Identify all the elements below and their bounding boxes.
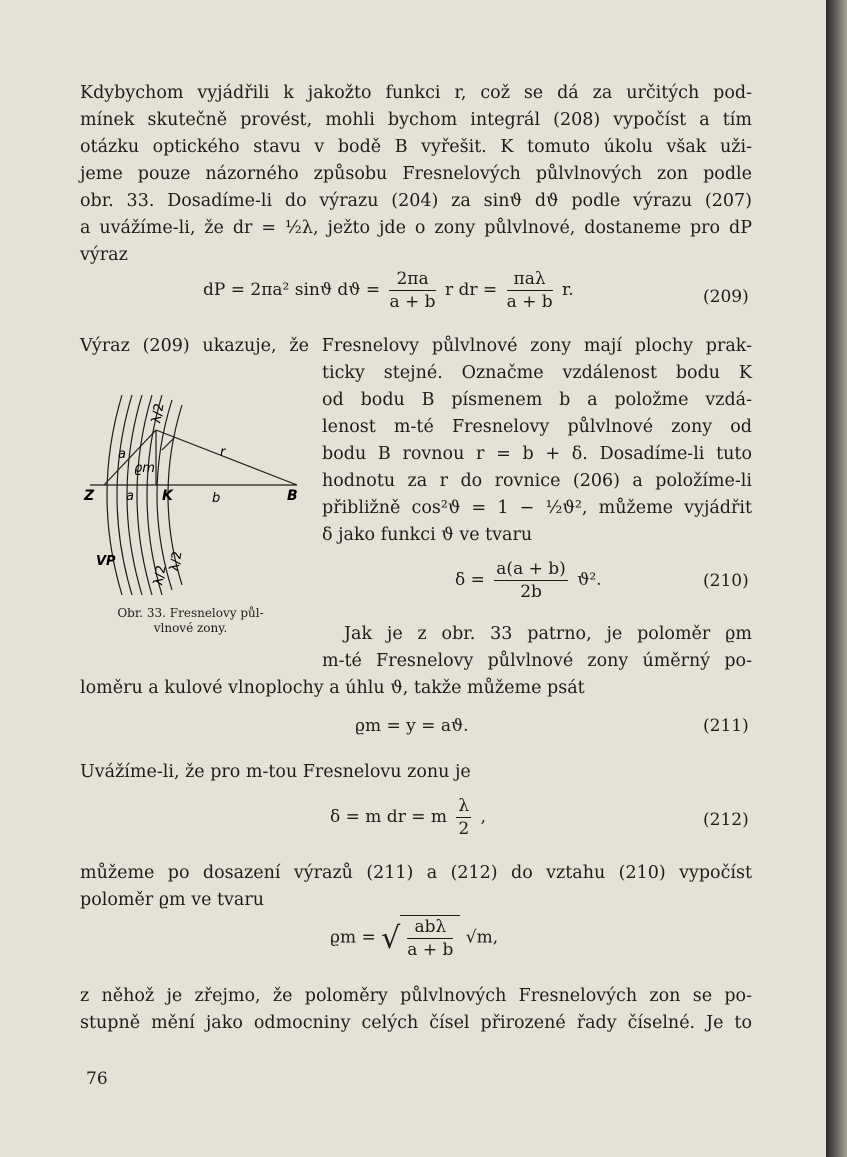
text-line: hodnotu za r do rovnice (206) a položíme-li <box>322 471 752 491</box>
eq212-rhs: , <box>480 807 486 827</box>
paragraph-2-side <box>322 360 752 549</box>
eq209-mid: r dr = <box>444 280 498 300</box>
equation-209 <box>203 268 574 313</box>
text-line: lenost m-té Fresnelovy půlvlnové zony od <box>322 417 752 437</box>
text-line: m-té Fresnelovy půlvlnové zony úměrný po- <box>322 651 752 671</box>
label-lambda-left: λ/2 <box>151 564 170 587</box>
caption-line: Obr. 33. Fresnelovy půl- <box>117 606 264 620</box>
page-edge-shadow <box>826 0 847 1157</box>
text-line: můžeme po dosazení výrazů (211) a (212) do vztahu (210) vypočíst <box>80 863 752 883</box>
text-line: Kdybychom vyjádřili k jakožto funkci r, což se dá za určitých pod- <box>80 83 752 103</box>
sqrt-sign <box>381 915 460 961</box>
text-line: mínek skutečně provést, mohli bychom integrál (208) vypočíst a tím <box>80 110 752 130</box>
radicand <box>400 915 460 961</box>
equation-number-209: (209) <box>703 287 749 307</box>
eq209-frac1-den: a + b <box>389 292 436 312</box>
label-b: b <box>212 491 221 506</box>
eq-rho-den: a + b <box>407 940 454 960</box>
caption-line: vlnové zony. <box>153 621 228 635</box>
paragraph-2-first-line <box>80 333 752 360</box>
eq212-num: λ <box>458 796 470 816</box>
eq211-text: ϱm = y = aϑ. <box>355 716 469 736</box>
eq210-den: 2b <box>520 582 542 602</box>
paragraph-1 <box>80 80 752 269</box>
text-line: loměru a kulové vlnoplochy a úhlu ϑ, takže můžeme psát <box>80 678 585 698</box>
eq209-rhs: r. <box>562 280 574 300</box>
paragraph-4 <box>80 759 752 786</box>
eq-rho-rhs: √m, <box>465 927 499 948</box>
eq212-den: 2 <box>458 819 470 839</box>
eq-rho-lhs: ϱm = <box>330 927 376 948</box>
eq212-fraction <box>456 795 471 840</box>
equation-number-211: (211) <box>703 716 749 736</box>
label-rho-m: ϱm <box>134 461 155 476</box>
label-B: B <box>287 488 298 504</box>
paragraph-6 <box>80 983 752 1037</box>
eq210-fraction <box>494 558 567 603</box>
page-number: 76 <box>86 1069 108 1089</box>
text-line: ticky stejné. Označme vzdálenost bodu K <box>322 363 752 383</box>
label-K: K <box>162 488 173 504</box>
equation-210 <box>455 558 602 603</box>
eq-rho-fraction <box>407 916 453 961</box>
text-line: obr. 33. Dosadíme-li do výrazu (204) za sinϑ dϑ podle výrazu (207) <box>80 191 752 211</box>
text-line: bodu B rovnou r = b + δ. Dosadíme-li tuto <box>322 444 752 464</box>
label-VP: VP <box>96 554 116 569</box>
ray-line <box>156 430 297 485</box>
fresnel-zones-figure <box>82 390 312 600</box>
eq209-fraction-2 <box>507 268 553 313</box>
eq209-lhs: dP = 2πa² sinϑ dϑ = <box>203 280 381 300</box>
label-r: r <box>220 445 226 460</box>
paragraph-3-side <box>344 621 752 648</box>
text-line: poloměr ϱm ve tvaru <box>80 890 264 910</box>
eq209-fraction-1 <box>389 268 435 313</box>
label-a: a <box>118 447 126 462</box>
text-line: a uvážíme-li, že dr = ½λ, ježto jde o zony půlvlnové, dostaneme pro dP <box>80 218 752 238</box>
text-line: Jak je z obr. 33 patrno, je poloměr ϱm <box>344 624 752 644</box>
eq209-frac2-num: πaλ <box>507 268 553 291</box>
text-line: otázku optického stavu v bodě B vyřešit. K tomuto úkolu však uži- <box>80 137 752 157</box>
equation-number-212: (212) <box>703 810 749 830</box>
eq212-lhs: δ = m dr = m <box>330 807 447 827</box>
text-line: jeme pouze názorného způsobu Fresnelových půlvlnových zon podle <box>80 164 752 184</box>
equation-number-210: (210) <box>703 571 749 591</box>
label-lambda-top: λ/2 <box>149 402 168 425</box>
eq210-rhs: ϑ². <box>577 570 602 590</box>
label-Z: Z <box>84 488 95 504</box>
paragraph-5 <box>80 860 752 914</box>
text-line: přibližně cos²ϑ = 1 − ½ϑ², můžeme vyjádřit <box>322 498 752 518</box>
text-line: stupně mění jako odmocniny celých čísel přirozené řady číselné. Je to <box>80 1013 752 1033</box>
label-lambda-bottom: λ/2 <box>167 550 186 573</box>
eq-rho-num: abλ <box>407 916 453 939</box>
wavefront-arc <box>137 395 152 595</box>
eq209-frac1-num: 2πa <box>389 268 435 291</box>
radical-symbol: √ <box>381 921 401 956</box>
text-line: δ jako funkci ϑ ve tvaru <box>322 525 533 545</box>
text-line: z něhož je zřejmo, že poloměry půlvlnových Fresnelových zon se po- <box>80 986 752 1006</box>
eq209-frac2-den: a + b <box>506 292 553 312</box>
eq210-num: a(a + b) <box>496 559 566 579</box>
text-line: Výraz (209) ukazuje, že Fresnelovy půlvlnové zony mají plochy prak- <box>80 336 752 356</box>
text-line: Uvážíme-li, že pro m-tou Fresnelovu zonu je <box>80 762 471 782</box>
equation-212 <box>330 795 486 840</box>
eq210-lhs: δ = <box>455 570 485 590</box>
label-a-axis: a <box>126 489 134 504</box>
figure-caption <box>88 606 293 636</box>
text-line: od bodu B písmenem b a položme vzdá- <box>322 390 752 410</box>
text-line: výraz <box>80 245 128 265</box>
equation-211 <box>355 716 469 736</box>
paragraph-3 <box>80 648 752 702</box>
equation-rho-m <box>330 915 498 961</box>
